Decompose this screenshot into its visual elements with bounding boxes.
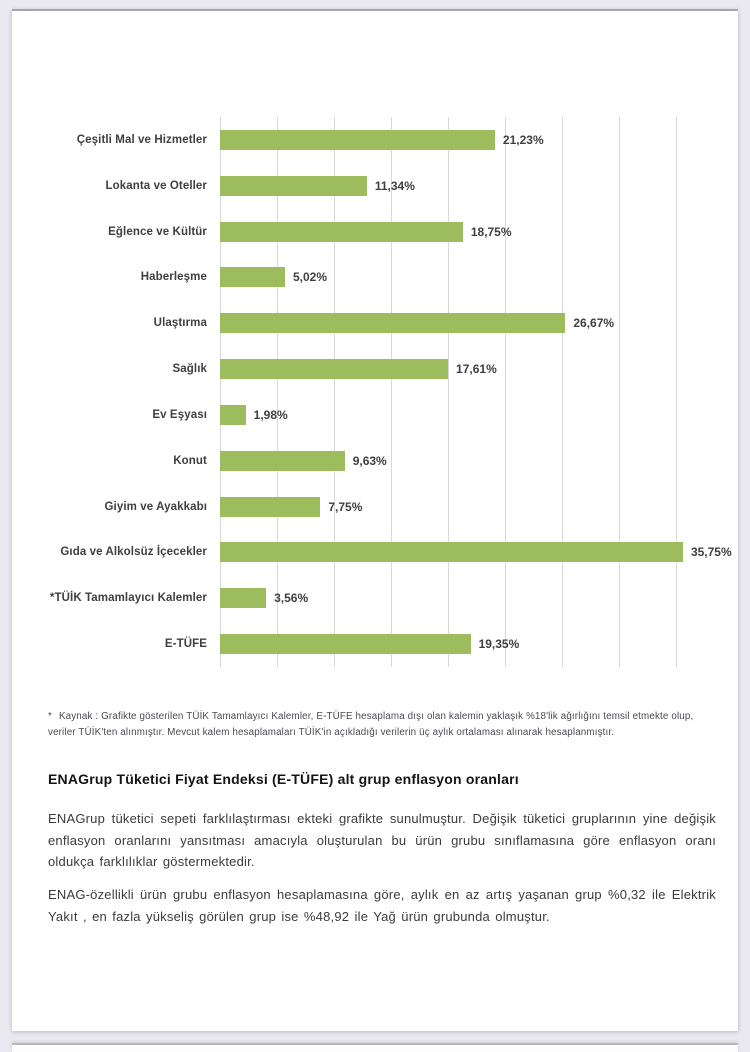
bar-track (220, 529, 738, 575)
chart-row (12, 209, 738, 255)
chart-row (12, 621, 738, 667)
category-label: Ev Eşyası (152, 408, 207, 421)
chart-row (12, 163, 738, 209)
value-label: 3,56% (274, 591, 309, 606)
value-label: 1,98% (253, 407, 288, 422)
source-footnote (48, 709, 716, 742)
chart-row (12, 438, 738, 484)
bar-track (220, 346, 738, 392)
category-label: Sağlık (172, 363, 207, 376)
footnote-asterisk: * (48, 710, 52, 722)
bar-track (220, 621, 738, 667)
footnote-text: Kaynak : Grafikte gösterilen TÜİK Tamamlayıcı Kalemler, E-TÜFE hesaplama dışı olan kalemin yaklaşık %18'lik ağırlığını temsil etmekte olup, veriler TÜİK'ten alınmıştır. Mevcut kalem hesaplamaları TÜİK'in açıkladığı verilerin üç aylık ortalaması alınarak hesaplanmıştır. (48, 710, 694, 739)
bar-track (220, 209, 738, 255)
category-label: Giyim ve Ayakkabı (104, 500, 207, 513)
value-label: 35,75% (690, 545, 732, 560)
chart-rows (12, 117, 738, 667)
bar (220, 359, 448, 379)
chart-row (12, 575, 738, 621)
document-page (12, 9, 738, 1031)
value-label: 5,02% (293, 270, 328, 285)
bar-track (220, 438, 738, 484)
bar (220, 222, 463, 242)
bar (220, 313, 565, 333)
value-label: 9,63% (352, 453, 387, 468)
body-paragraph-1: ENAGrup tüketici sepeti farklılaştırması ekteki grafikte sunulmuştur. Değişik tüketici gruplarının yine değişik enflasyon oranlarını yansıtması amacıyla oluşturulan bu ürün grubu sınıflamasına göre enflasyon oranı oldukça farklılıklar göstermektedir. (48, 811, 716, 869)
inflation-bar-chart (12, 117, 738, 667)
category-label: Gıda ve Alkolsüz İçecekler (60, 546, 207, 559)
bar-track (220, 392, 738, 438)
value-label: 7,75% (328, 499, 363, 514)
category-label: Eğlence ve Kültür (108, 225, 207, 238)
category-label: Lokanta ve Oteller (105, 179, 207, 192)
chart-row (12, 484, 738, 530)
bar (220, 405, 246, 425)
category-label: *TÜİK Tamamlayıcı Kalemler (49, 592, 207, 605)
body-paragraph-2: ENAG-özellikli ürün grubu enflasyon hesaplamasına göre, aylık en az artış yaşanan grup %0,32 ile Elektrik Yakıt , en fazla yükseliş görülen grup ise %48,92 ile Yağ ürün grubunda olmuştur. (48, 887, 716, 924)
value-label: 19,35% (478, 637, 520, 652)
bar (220, 176, 367, 196)
chart-row (12, 300, 738, 346)
chart-row (12, 254, 738, 300)
chart-row (12, 117, 738, 163)
bar (220, 634, 471, 654)
value-label: 18,75% (470, 224, 512, 239)
chart-row (12, 529, 738, 575)
section-heading: ENAGrup Tüketici Fiyat Endeksi (E-TÜFE) alt grup enflasyon oranları (48, 771, 519, 787)
value-label: 21,23% (502, 132, 544, 147)
bar (220, 542, 683, 562)
bar-track (220, 163, 738, 209)
category-label: Çeşitli Mal ve Hizmetler (76, 133, 207, 146)
bar (220, 451, 345, 471)
bar-track (220, 484, 738, 530)
category-label: E-TÜFE (164, 638, 207, 651)
bar-track (220, 575, 738, 621)
value-label: 17,61% (456, 362, 497, 377)
bar-track (220, 300, 738, 346)
category-label: Ulaştırma (153, 317, 207, 330)
chart-row (12, 346, 738, 392)
category-label: Haberleşme (140, 271, 207, 284)
value-label: 11,34% (374, 178, 415, 193)
bar (220, 588, 266, 608)
chart-row (12, 392, 738, 438)
bar (220, 497, 320, 517)
next-page-top-edge (12, 1043, 738, 1052)
value-label: 26,67% (573, 316, 615, 331)
bar (220, 130, 495, 150)
bar-track (220, 254, 738, 300)
bar-track (220, 117, 738, 163)
category-label: Konut (173, 454, 207, 467)
bar (220, 267, 285, 287)
